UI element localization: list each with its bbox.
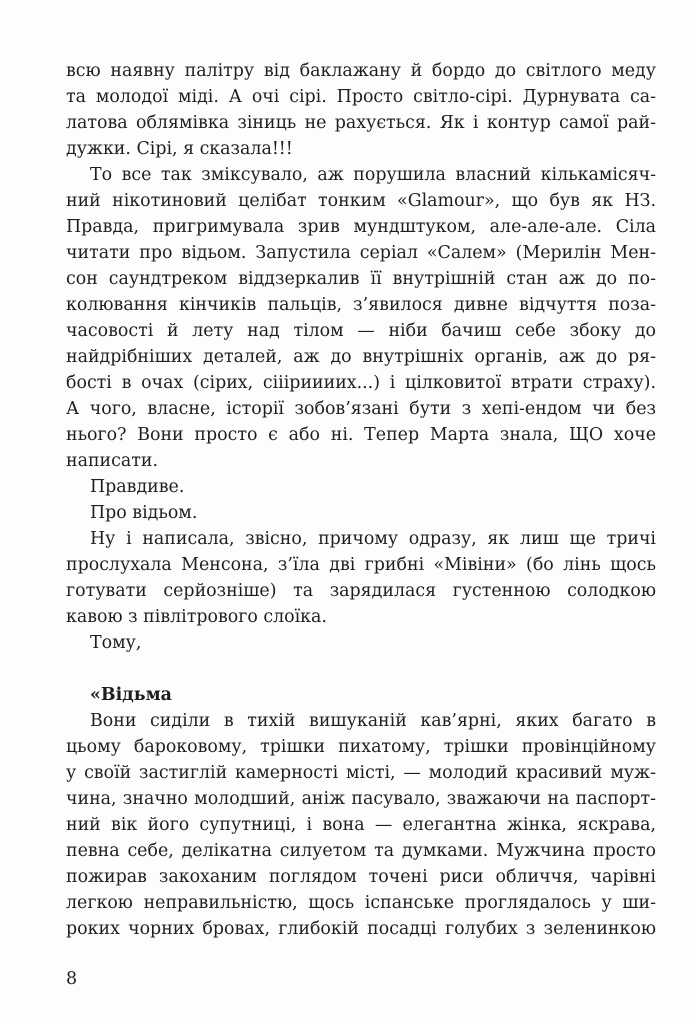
text-line: А чого, власне, історії зобов’язані бути з хепі-ендом чи без <box>66 399 656 419</box>
text-line: роких чорних бровах, глибокій посадці голубих з зеленинкою <box>66 919 656 939</box>
text-line: ний нікотиновий целібат тонким «Glamour», що був як НЗ. <box>66 191 656 211</box>
text-line: найдрібніших деталей, аж до внутрішніх органів, аж до ря- <box>66 347 656 367</box>
text-line: певна себе, делікатна силуетом та думками. Мужчина просто <box>66 841 656 861</box>
text-line: Правда, пригримувала зрив мундштуком, але-але-але. Сіла <box>66 217 656 237</box>
text-line: Вони сиділи в тихій вишуканій кав’ярні, яких багато в <box>90 711 656 731</box>
text-line: латова облямівка зіниць не рахується. Як і контур самої рай- <box>66 113 656 133</box>
text-line: прослухала Менсона, з’їла дві грибні «Мівіни» (бо лінь щось <box>66 555 656 575</box>
text-line: колювання кінчиків пальців, з’явилося дивне відчуття поза- <box>66 295 656 315</box>
text-line: Правдиве. <box>90 477 185 497</box>
body-text <box>66 58 656 942</box>
text-line: читати про відьом. Запустила серіал «Салем» (Мерилін Мен- <box>66 243 656 263</box>
text-line: Тому, <box>90 633 142 653</box>
text-line: нього? Вони просто є або ні. Тепер Марта знала, ЩО хоче <box>66 425 656 445</box>
text-line: бості в очах (сірих, сііірииииx...) і цілковитої втрати страху). <box>66 373 656 393</box>
text-line: кавою з півлітрового слоїка. <box>66 607 327 627</box>
text-line: написати. <box>66 451 158 471</box>
text-line: ний вік його супутниці, і вона — елегантна жінка, яскрава, <box>66 815 656 835</box>
text-line: всю наявну палітру від баклажану й бордо до світлого меду <box>66 61 656 81</box>
blank-line <box>66 656 656 682</box>
text-line: сон саундтреком віддзеркалив її внутрішній стан аж до по- <box>66 269 656 289</box>
text-line: цьому бароковому, трішки пихатому, трішки провінційному <box>66 737 656 757</box>
text-line: чина, значно молодший, аніж пасувало, зважаючи на паспорт- <box>66 789 656 809</box>
text-line: дужки. Сірі, я сказала!!! <box>66 139 293 159</box>
page-number: 8 <box>66 969 78 989</box>
text-line: То все так зміксувало, аж порушила власний кількамісяч- <box>90 165 656 185</box>
text-line: у своїй застиглій камерності місті, — молодий красивий муж- <box>66 763 656 783</box>
text-line: Про відьом. <box>90 503 198 523</box>
text-line: легкою неправильністю, щось іспанське проглядалось у ши- <box>66 893 656 913</box>
text-line: та молодої міді. А очі сірі. Просто світло-сірі. Дурнувата са- <box>66 87 656 107</box>
text-line: Ну і написала, звісно, причому одразу, як лиш ще тричі <box>90 529 656 549</box>
text-line: часовості й лету над тілом — ніби бачиш себе збоку до <box>66 321 656 341</box>
section-heading: «Відьма <box>90 685 172 705</box>
text-line: готувати серйозніше) та зарядилася густенною солодкою <box>66 581 656 601</box>
text-line: пожирав закоханим поглядом точені риси обличчя, чарівні <box>66 867 656 887</box>
